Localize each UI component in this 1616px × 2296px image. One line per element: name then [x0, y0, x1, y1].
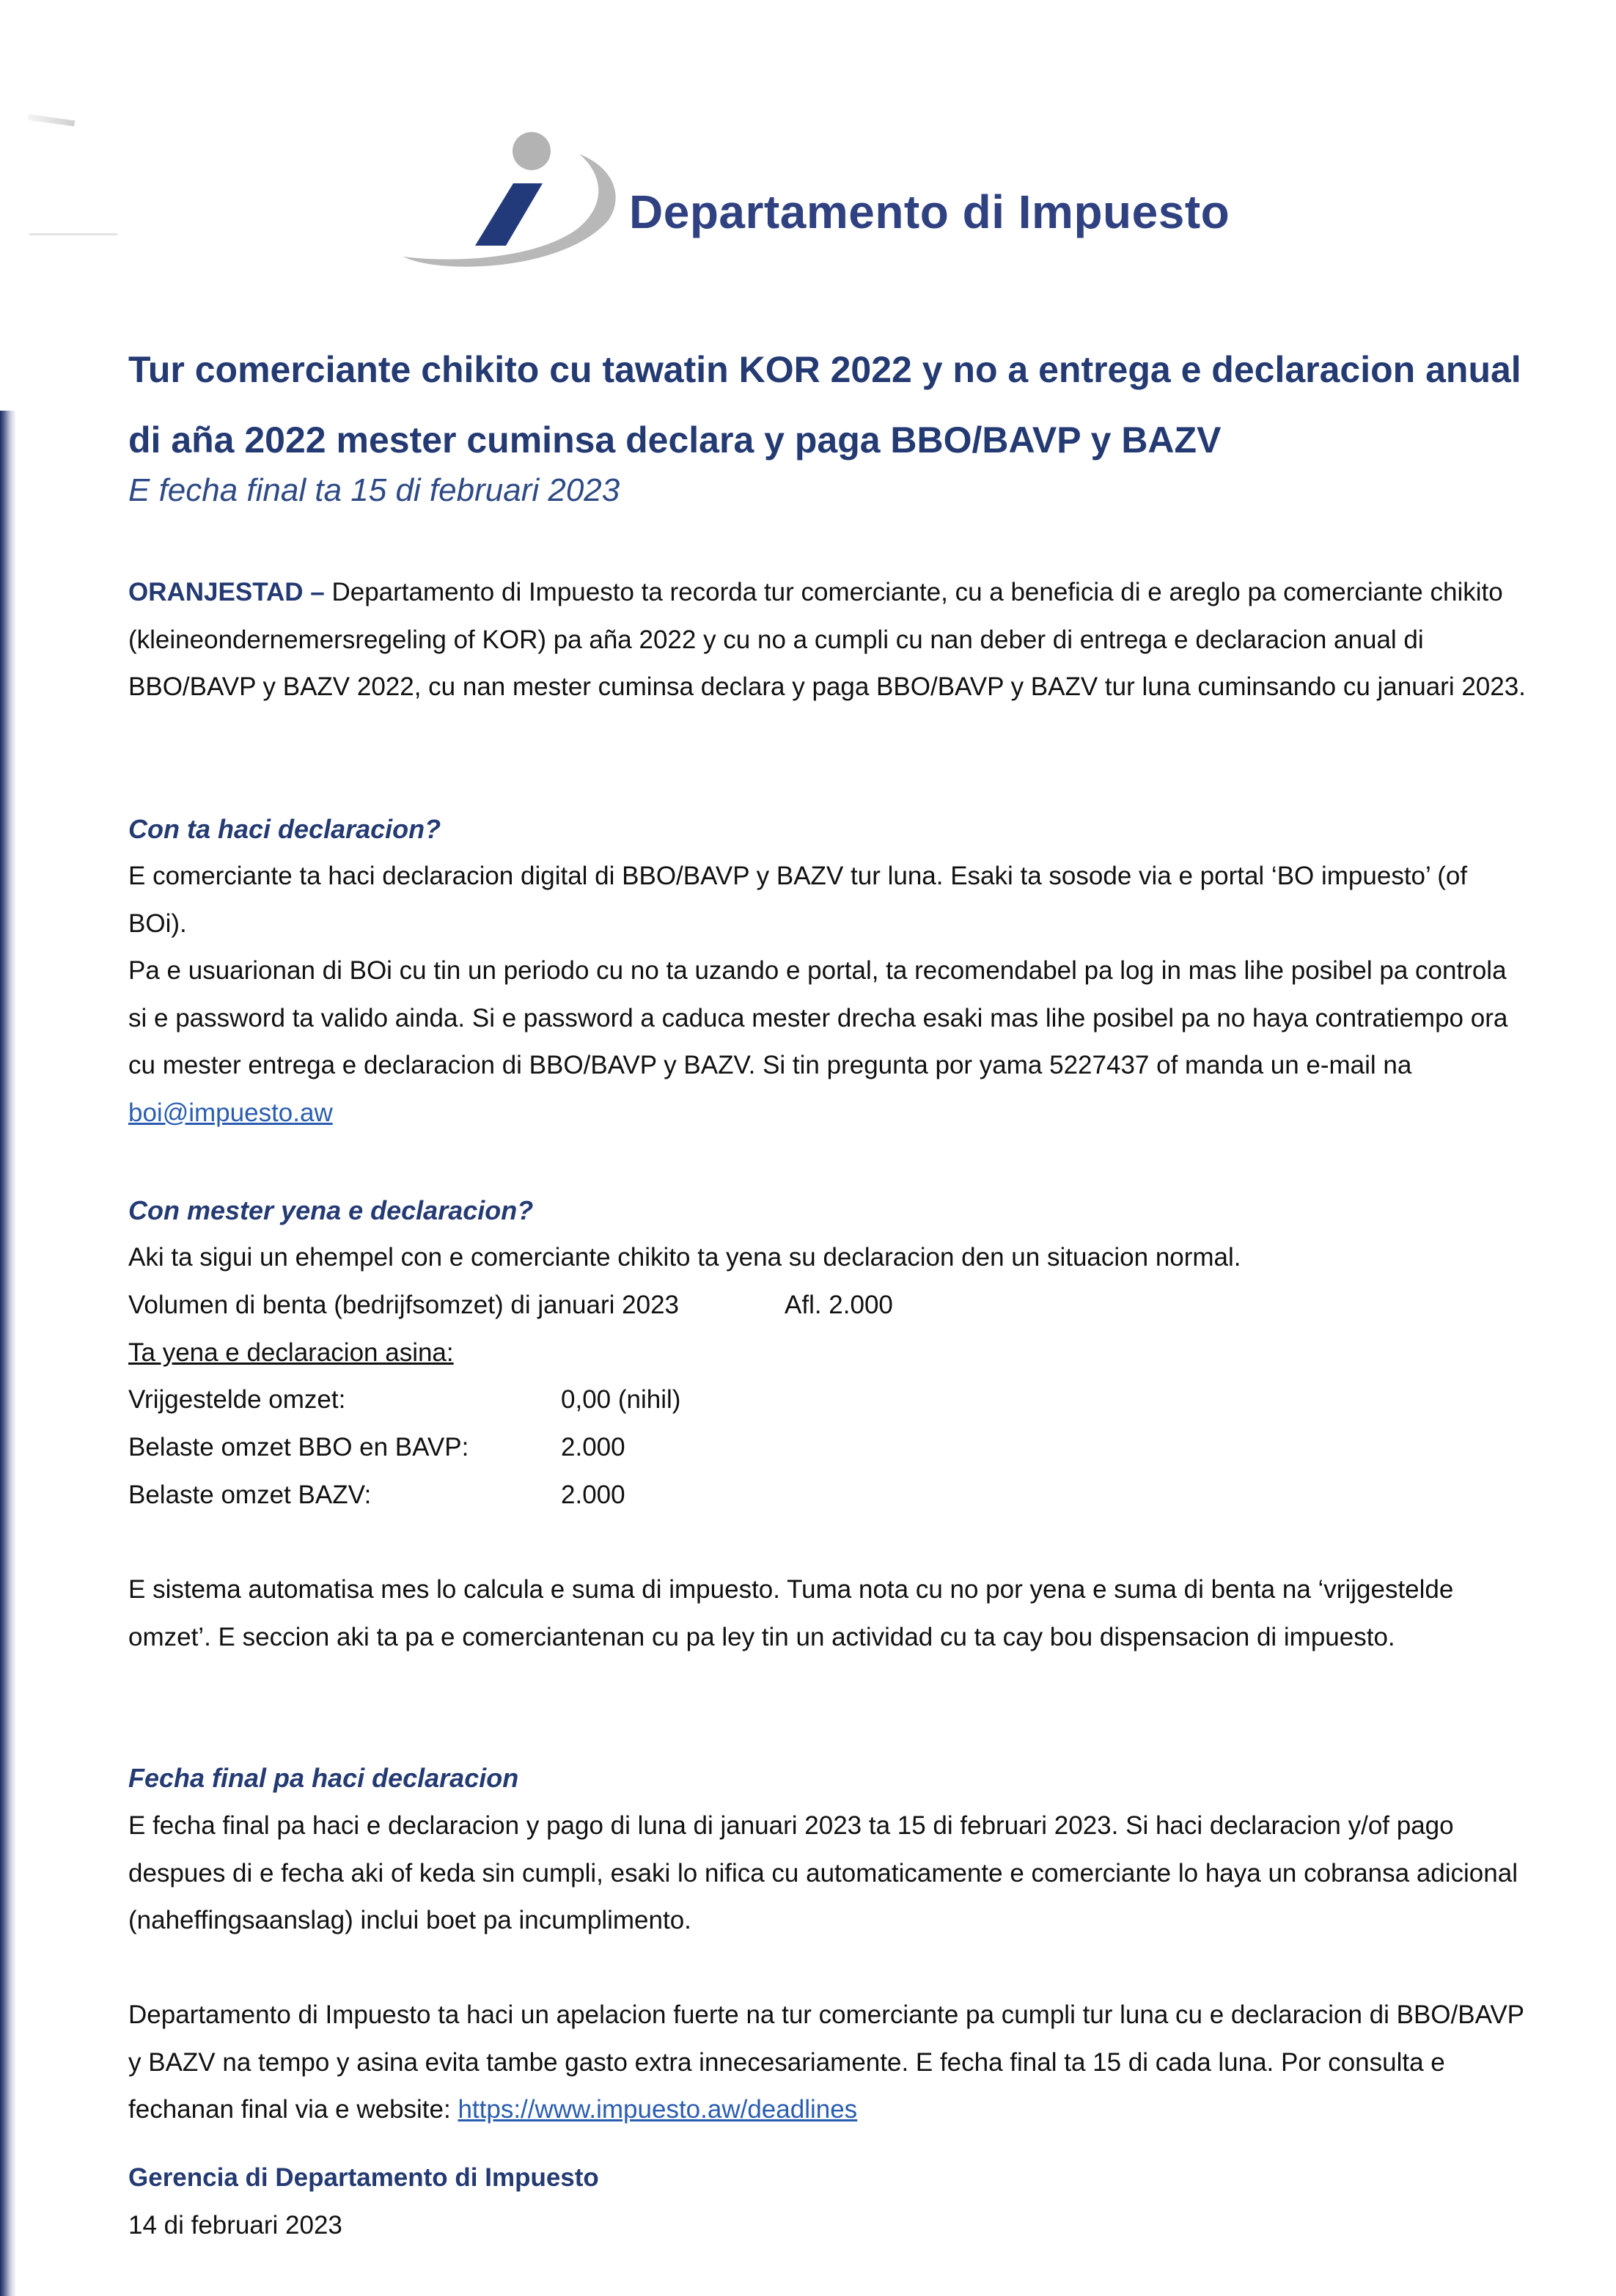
section-heading-deadline: Fecha final pa haci declaracion [128, 1763, 519, 1793]
closing-text: Departamento di Impuesto ta haci un apelacion fuerte na tur comerciante pa cumpli tur luna cu e declaracion di BBO/BAVP y BAZV na tempo y asina evita tambe gasto extra innecesariamente. E fecha final ta 15 di cada luna. Por consulta e fechanan final via e website: [128, 2000, 1524, 2124]
row-value: 2.000 [561, 1433, 625, 1461]
intro-text: Departamento di Impuesto ta recorda tur comerciante, cu a beneficia di e areglo pa comerciante chikito (kleineondernemersregeling of KOR) pa aña 2022 y cu no a cumpli cu nan deber di entrega e declaracion anual di BBO/BAVP y BAZV 2022, cu nan mester cuminsa declara y paga BBO/BAVP y BAZV tur luna cuminsando cu januari 2023. [128, 578, 1526, 701]
row-label: Belaste omzet BAZV: [128, 1481, 372, 1509]
page-subtitle: E fecha final ta 15 di februari 2023 [128, 472, 620, 508]
scan-line [29, 233, 117, 235]
page-edge-shadow [0, 411, 16, 2296]
section1-paragraph1: E comerciante ta haci declaracion digital di BBO/BAVP y BAZV tur luna. Esaki ta sosode via e portal ‘BO impuesto’ (of BOi). [128, 862, 1468, 938]
section-heading-how-to-declare: Con ta haci declaracion? [128, 814, 441, 844]
closing-paragraph [128, 1992, 1529, 2134]
publication-date: 14 di februari 2023 [128, 2211, 342, 2240]
scan-mark [28, 114, 75, 127]
section2-paragraph2: E sistema automatisa mes lo calcula e suma di impuesto. Tuma nota cu no por yena e suma di benta na ‘vrijgestelde omzet’. E seccion aki ta pa e comerciantenan cu pa ley tin un actividad cu ta cay bou dispensacion di impuesto. [128, 1575, 1454, 1651]
row-label: Belaste omzet BBO en BAVP: [128, 1433, 469, 1461]
volume-label: Volumen di benta (bedrijfsomzet) di januari 2023 [128, 1291, 679, 1319]
table-row [128, 1433, 625, 1462]
intro-paragraph [128, 569, 1529, 711]
signature: Gerencia di Departamento di Impuesto [128, 2163, 599, 2192]
logo-mark-icon [396, 125, 631, 279]
section3-paragraph: E fecha final pa haci e declaracion y pago di luna di januari 2023 ta 15 di februari 2023. Si haci declaracion y/of pago despues di e fecha aki of keda sin cumpli, esaki lo nifica cu automaticamente e comerciante lo haya un cobransa adicional (naheffingsaanslag) inclui boet pa incumplimento. [128, 1811, 1518, 1934]
section2-paragraph1: Aki ta sigui un ehempel con e comerciante chikito ta yena su declaracion den un situacion normal. [128, 1243, 1241, 1272]
section-heading-how-to-fill: Con mester yena e declaracion? [128, 1195, 534, 1225]
row-value: 0,00 (nihil) [561, 1385, 681, 1414]
section1-paragraph2-text: Pa e usuarionan di BOi cu tin un periodo cu no ta uzando e portal, ta recomendabel pa log in mas lihe posibel pa controla si e password ta valido ainda. Si e password a caduca mester drecha esaki mas lihe posibel pa no haya contratiempo ora cu mester entrega e declaracion di BBO/BAVP y BAZV. Si tin pregunta por yama 5227437 of manda un e-mail na [128, 956, 1508, 1079]
page-title: Tur comerciante chikito cu tawatin KOR 2022 y no a entrega e declaracion anual di aña 2022 mester cuminsa declara y paga BBO/BAVP y BAZV [128, 349, 1521, 461]
volume-value: Afl. 2.000 [785, 1291, 893, 1319]
email-link[interactable]: boi@impuesto.aw [128, 1098, 333, 1127]
volume-row [128, 1291, 893, 1320]
table-row [128, 1481, 625, 1510]
fill-instruction-label: Ta yena e declaracion asina: [128, 1338, 454, 1367]
table-row [128, 1385, 681, 1415]
department-logo [396, 125, 1230, 279]
row-label: Vrijgestelde omzet: [128, 1385, 346, 1414]
deadlines-link[interactable]: https://www.impuesto.aw/deadlines [458, 2095, 858, 2124]
logo-text: Departamento di Impuesto [629, 186, 1230, 238]
section1-paragraph2 [128, 947, 1529, 1137]
row-value: 2.000 [561, 1481, 625, 1509]
dateline: ORANJESTAD – [128, 578, 325, 606]
